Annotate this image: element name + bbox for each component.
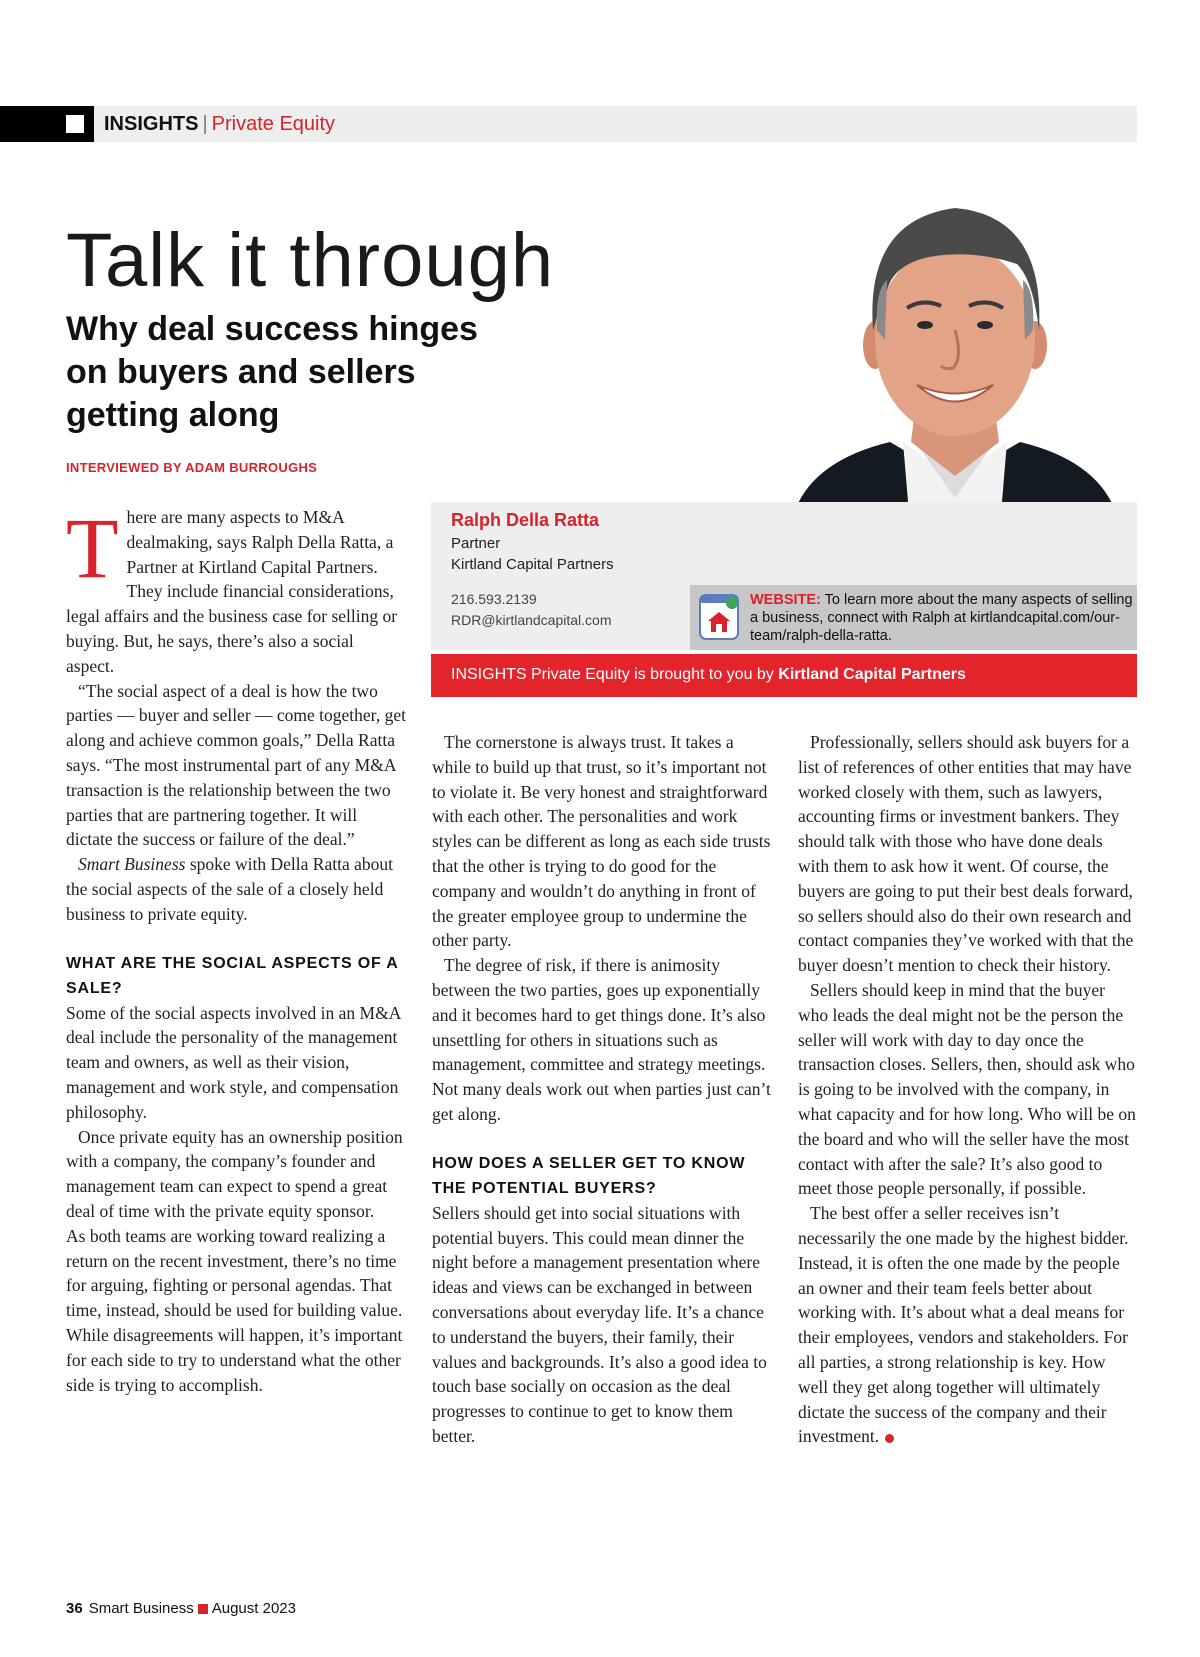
paragraph — [798, 1201, 1138, 1449]
sponsor-bar — [431, 654, 1137, 697]
paragraph: “The social aspect of a deal is how the two parties — buyer and seller — come together, get along and achieve common goals,” Della Ratta says. “The most instrumental part of any M&A transaction is the relationship between the two parties that are partnering together. It will dictate the success or failure of the deal.” — [66, 680, 406, 850]
section-bar — [0, 106, 1137, 142]
section-secondary: Private Equity — [211, 113, 336, 135]
paragraph: Sellers should get into social situations with potential buyers. This could mean dinner the night before a management presentation where ideas and views can be exchanged in between conversations about everyday life. It’s a chance to understand the buyers, their family, their values and backgrounds. It’s also a good idea to touch base socially on occasion as the deal progresses to continue to get to know them better. — [432, 1202, 767, 1446]
article-column-3 — [798, 730, 1138, 1449]
square-bullet-icon — [198, 1604, 208, 1614]
paragraph: As both teams are working toward realizing a return on the recent investment, there’s no time for arguing, fighting or personal agendas. That time, instead, should be used for building value. While disagreements will happen, it’s important for each side to try to understand what the other side is trying to accomplish. — [66, 1225, 403, 1395]
issue-date: August 2023 — [211, 1600, 296, 1617]
paragraph: The cornerstone is always trust. It takes a while to build up that trust, so it’s important not to violate it. Be very honest and straightforward with each other. The personalities and work styles can be different as long as each side trusts that the other is trying to do good for the company and wouldn’t do anything in front of the greater employee group to undermine the other party. — [432, 732, 771, 951]
section-label — [104, 112, 335, 136]
paragraph-text: The best offer a seller receives isn’t necessarily the one made by the highest bidder. Instead, it is often the one made by the people an owner and their team feels better about working with. It’s about what a deal means for their employees, vendors and stakeholders. For all parties, a strong relationship is key. How well they get along together will ultimately dictate the success of the company and their investment. — [798, 1203, 1129, 1447]
section-heading: HOW DOES A SELLER GET TO KNOW THE POTENTIAL BUYERS? — [432, 1154, 746, 1197]
website-label: WEBSITE: — [750, 592, 821, 608]
contact-email[interactable]: RDR@kirtlandcapital.com — [451, 612, 612, 628]
website-text — [750, 591, 1134, 645]
contact-name: Ralph Della Ratta — [451, 510, 600, 530]
contact-phone: 216.593.2139 — [451, 591, 537, 607]
page-number: 36 — [66, 1600, 83, 1617]
sponsor-prefix: INSIGHTS Private Equity is brought to you by — [451, 666, 774, 683]
lead-text: here are many aspects to M&A dealmaking, says Ralph Della Ratta, a Partner at Kirtland Capital Partners. They include financial considerations, legal affairs and the business case for selling or buying. But, he says, there’s also a social aspect. — [66, 507, 398, 676]
paragraph: Sellers should keep in mind that the buyer who leads the deal might not be the person the seller will work with day to day once the transaction closes. Sellers, then, should ask who is going to be involved with the company, in what capacity and for how long. Who will be on the board and who will the seller have the most contact with after the sale? It’s also good to meet those people personally, if possible. — [798, 979, 1136, 1199]
contact-firm: Kirtland Capital Partners — [451, 556, 614, 573]
paragraph-text: spoke with Della Ratta about the social aspects of the sale of a closely held business to private equity. — [66, 854, 393, 924]
publication-name: Smart Business — [78, 854, 186, 875]
section-heading: WHAT ARE THE SOCIAL ASPECTS OF A SALE? — [66, 954, 398, 997]
website-box — [690, 585, 1137, 650]
page-footer — [66, 1600, 296, 1617]
drop-cap: T — [66, 500, 119, 596]
article-column-2 — [432, 730, 772, 1449]
publication-title: Smart Business — [88, 1600, 194, 1617]
byline: INTERVIEWED BY ADAM BURROUGHS — [66, 460, 318, 475]
article-subtitle: Why deal success hinges on buyers and sellers getting along — [66, 310, 478, 434]
paragraph — [66, 852, 406, 926]
article-title: Talk it through — [66, 218, 555, 303]
website-icon — [698, 591, 740, 643]
lead-paragraph — [66, 500, 406, 679]
sponsor-text — [451, 666, 966, 684]
paragraph: The degree of risk, if there is animosity between the two parties, goes up exponentially and it becomes hard to get things done. It’s also unsettling for others in situations such as management, committee and strategy meetings. Not many deals work out when parties just can’t get along. — [432, 955, 771, 1124]
section-marker — [0, 106, 94, 142]
paragraph: Some of the social aspects involved in an M&A deal include the personality of the management team and owners, as well as their vision, management and work style, and compensation philosophy. — [66, 1002, 401, 1122]
square-icon — [66, 115, 84, 133]
contact-role: Partner — [451, 535, 501, 552]
end-mark-icon — [885, 1434, 894, 1443]
website-description[interactable]: To learn more about the many aspects of selling a business, connect with Ralph at kirtlandcapital.com/our-team/ralph-della-ratta. — [750, 592, 1133, 644]
sponsor-name: Kirtland Capital Partners — [778, 666, 966, 683]
paragraph: Once private equity has an ownership position with a company, the company’s founder and management team can expect to spend a great deal of time with the private equity sponsor. — [66, 1126, 403, 1221]
paragraph: Professionally, sellers should ask buyers for a list of references of other entities that may have worked closely with them, such as lawyers, accounting firms or investment bankers. They should talk with those who have done deals with them to ask how it went. Of course, the buyers are going to put their best deals forward, so sellers should also do their own research and contact companies they’ve worked with that the buyer doesn’t mention to check their history. — [798, 732, 1134, 976]
section-separator: | — [202, 113, 208, 135]
section-primary: INSIGHTS — [104, 113, 199, 135]
article-column-1 — [66, 500, 406, 1397]
